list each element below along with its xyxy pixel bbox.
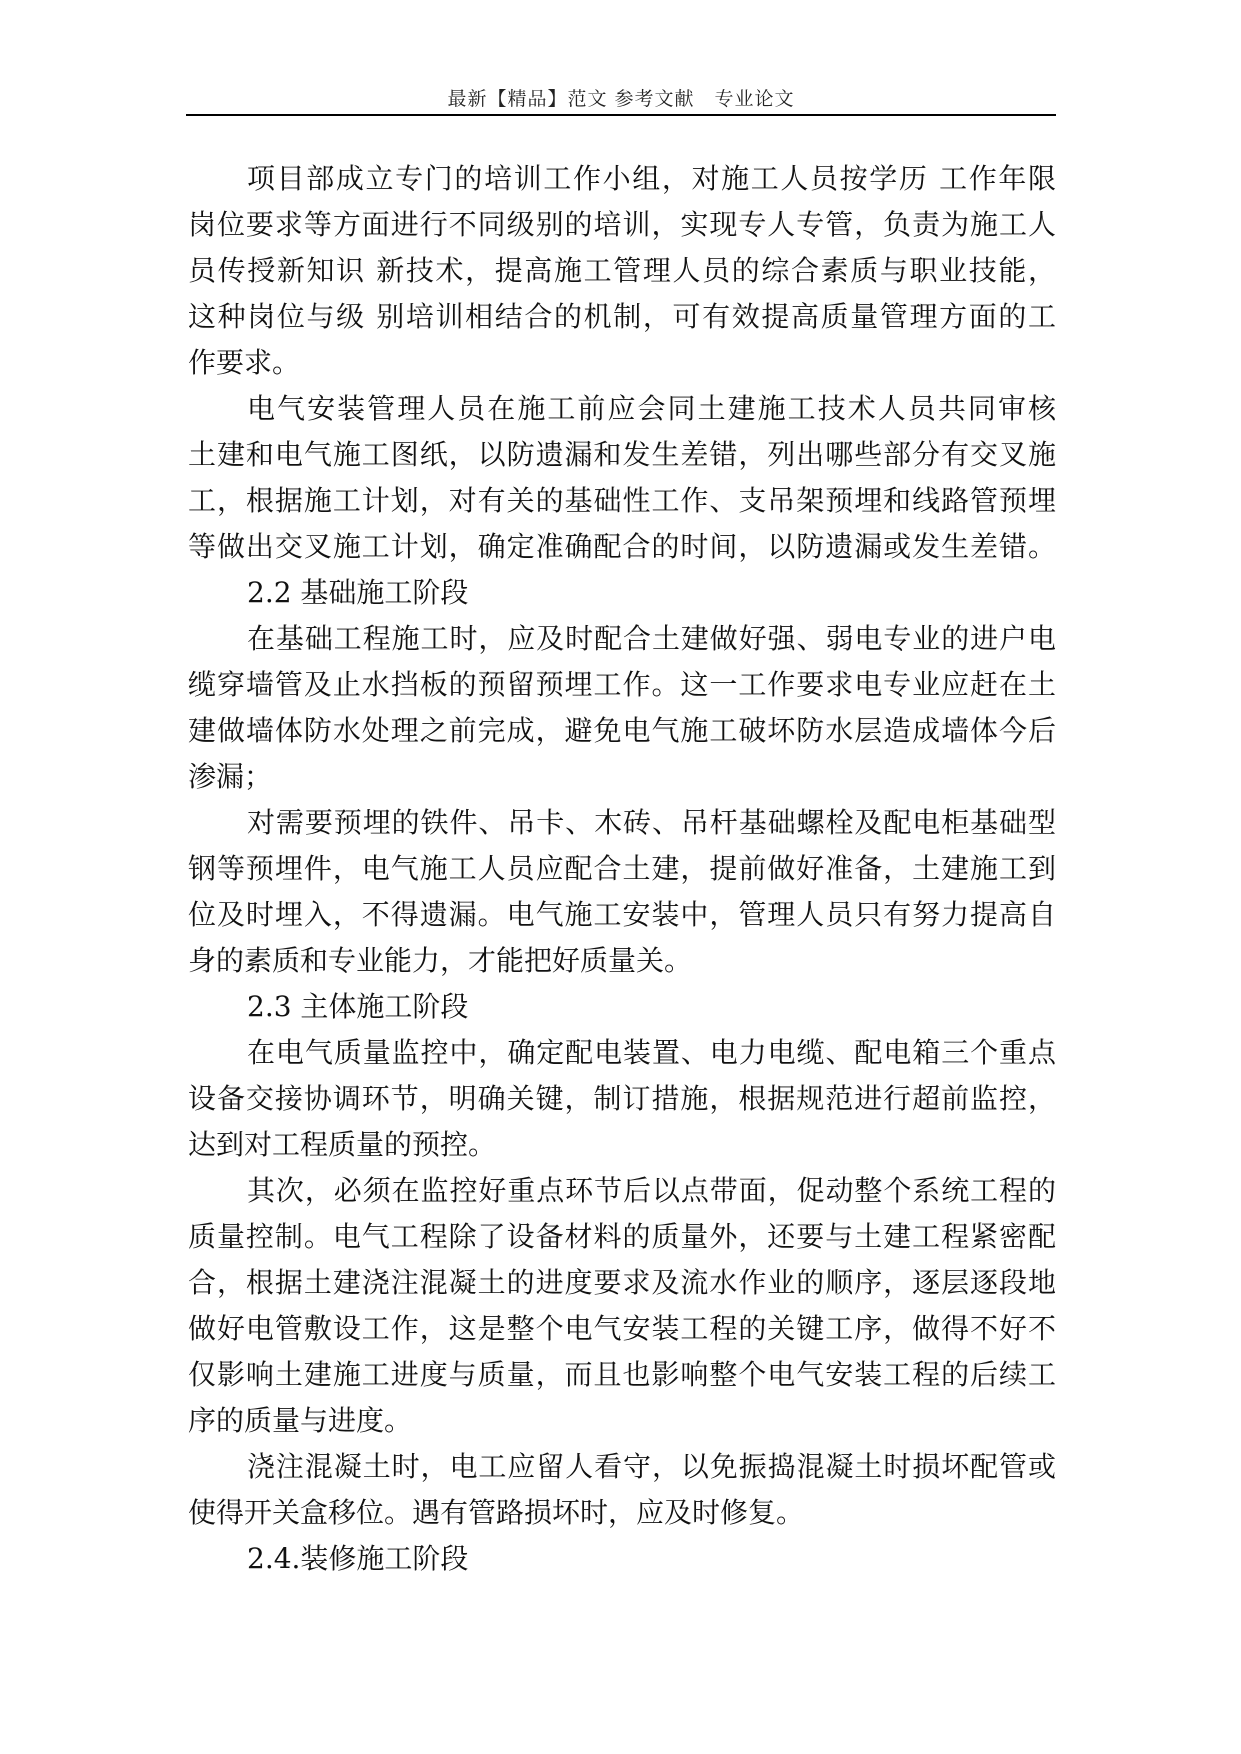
text-line: 仅影响土建施工进度与质量，而且也影响整个电气安装工程的后续工 bbox=[188, 1358, 1056, 1391]
text-line: 岗位要求等方面进行不同级别的培训，实现专人专管，负责为施工人 bbox=[188, 208, 1056, 241]
text-line: 身的素质和专业能力，才能把好质量关。 bbox=[188, 944, 693, 977]
text-line: 其次，必须在监控好重点环节后以点带面，促动整个系统工程的 bbox=[247, 1174, 1056, 1207]
text-line: 作要求。 bbox=[188, 346, 301, 379]
text-line: 项目部成立专门的培训工作小组，对施工人员按学历 工作年限 bbox=[247, 162, 1056, 195]
section-heading: 2.4.装修施工阶段 bbox=[247, 1542, 469, 1575]
section-heading: 2.2 基础施工阶段 bbox=[247, 576, 469, 609]
text-line: 设备交接协调环节，明确关键，制订措施，根据规范进行超前监控， bbox=[188, 1082, 1056, 1115]
text-line: 在电气质量监控中，确定配电装置、电力电缆、配电箱三个重点 bbox=[247, 1036, 1056, 1069]
text-line: 工，根据施工计划，对有关的基础性工作、支吊架预埋和线路管预埋 bbox=[188, 484, 1056, 517]
text-line: 质量控制。电气工程除了设备材料的质量外，还要与土建工程紧密配 bbox=[188, 1220, 1056, 1253]
page-header: 最新【精品】范文 参考文献 专业论文 bbox=[447, 88, 795, 110]
text-line: 对需要预埋的铁件、吊卡、木砖、吊杆基础螺栓及配电柜基础型 bbox=[247, 806, 1056, 839]
text-line: 合，根据土建浇注混凝土的进度要求及流水作业的顺序，逐层逐段地 bbox=[188, 1266, 1056, 1299]
text-line: 序的质量与进度。 bbox=[188, 1404, 413, 1437]
text-line: 位及时埋入，不得遗漏。电气施工安装中，管理人员只有努力提高自 bbox=[188, 898, 1056, 931]
text-line: 这种岗位与级 别培训相结合的机制，可有效提高质量管理方面的工 bbox=[188, 300, 1056, 333]
text-line: 做好电管敷设工作，这是整个电气安装工程的关键工序，做得不好不 bbox=[188, 1312, 1056, 1345]
text-line: 渗漏； bbox=[188, 760, 273, 793]
text-line: 员传授新知识 新技术，提高施工管理人员的综合素质与职业技能， bbox=[188, 254, 1056, 287]
text-line: 使得开关盒移位。遇有管路损坏时，应及时修复。 bbox=[188, 1496, 805, 1529]
text-line: 建做墙体防水处理之前完成，避免电气施工破坏防水层造成墙体今后 bbox=[188, 714, 1056, 747]
section-heading: 2.3 主体施工阶段 bbox=[247, 990, 469, 1023]
text-line: 等做出交叉施工计划，确定准确配合的时间，以防遗漏或发生差错。 bbox=[188, 530, 1056, 563]
text-line: 在基础工程施工时，应及时配合土建做好强、弱电专业的进户电 bbox=[247, 622, 1056, 655]
text-line: 达到对工程质量的预控。 bbox=[188, 1128, 497, 1161]
text-line: 浇注混凝土时，电工应留人看守，以免振捣混凝土时损坏配管或 bbox=[247, 1450, 1056, 1483]
text-line: 钢等预埋件，电气施工人员应配合土建，提前做好准备，土建施工到 bbox=[188, 852, 1056, 885]
document-body bbox=[188, 156, 1056, 1582]
text-line: 电气安装管理人员在施工前应会同土建施工技术人员共同审核 bbox=[247, 392, 1056, 425]
text-line: 缆穿墙管及止水挡板的预留预埋工作。这一工作要求电专业应赶在土 bbox=[188, 668, 1056, 701]
header-rule bbox=[186, 114, 1056, 116]
text-line: 土建和电气施工图纸，以防遗漏和发生差错，列出哪些部分有交叉施 bbox=[188, 438, 1056, 471]
